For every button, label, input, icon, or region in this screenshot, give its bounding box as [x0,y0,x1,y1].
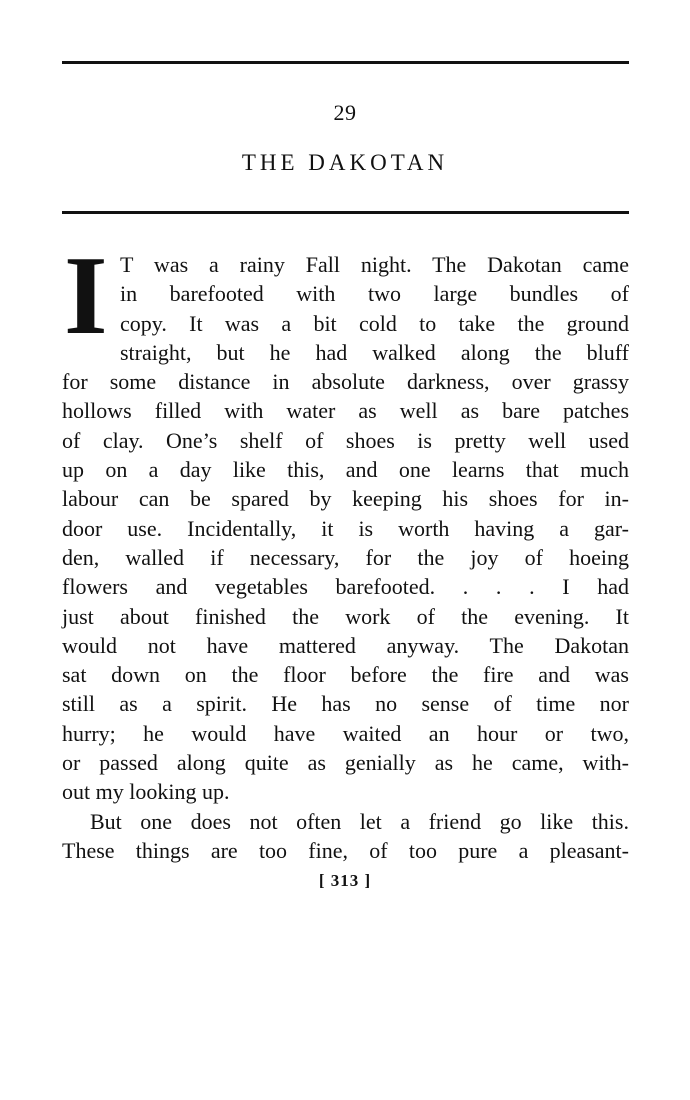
bottom-rule [62,211,629,214]
text-line: But one does not often let a friend go like this. [90,808,629,834]
text-line: copy. It was a bit cold to take the ground [120,310,629,336]
text-line: in barefooted with two large bundles of [120,281,629,307]
text-line: hollows filled with water as well as bare patches [62,398,629,424]
text-line: up on a day like this, and one learns that much [62,457,629,483]
text-line: These things are too fine, of too pure a pleasant- [62,837,629,863]
text-line: door use. Incidentally, it is worth having a gar- [62,515,629,541]
text-line: labour can be spared by keeping his shoes for in- [62,486,629,512]
text-line: of clay. One’s shelf of shoes is pretty well used [62,427,629,453]
page-number: [ 313 ] [318,871,372,890]
text-line: straight, but he had walked along the bluff [120,339,629,365]
chapter-title: THE DAKOTAN [241,150,449,175]
text-line: would not have mattered anyway. The Dakotan [62,632,629,658]
text-line: out my looking up. [62,779,230,805]
chapter-number: 29 [333,100,357,125]
top-rule [62,61,629,64]
text-line: for some distance in absolute darkness, over grassy [62,369,629,395]
body-text [62,234,629,865]
drop-cap: I [64,234,108,358]
text-line: still as a spirit. He has no sense of time nor [62,691,629,717]
text-line: den, walled if necessary, for the joy of hoeing [62,544,629,570]
text-line: just about finished the work of the evening. It [62,603,629,629]
text-line: flowers and vegetables barefooted. . . . I had [62,574,629,600]
text-line: hurry; he would have waited an hour or two, [62,720,629,746]
text-line: or passed along quite as genially as he came, with- [62,750,629,776]
text-line: T was a rainy Fall night. The Dakotan came [120,252,629,277]
text-line: sat down on the floor before the fire and was [62,662,629,688]
